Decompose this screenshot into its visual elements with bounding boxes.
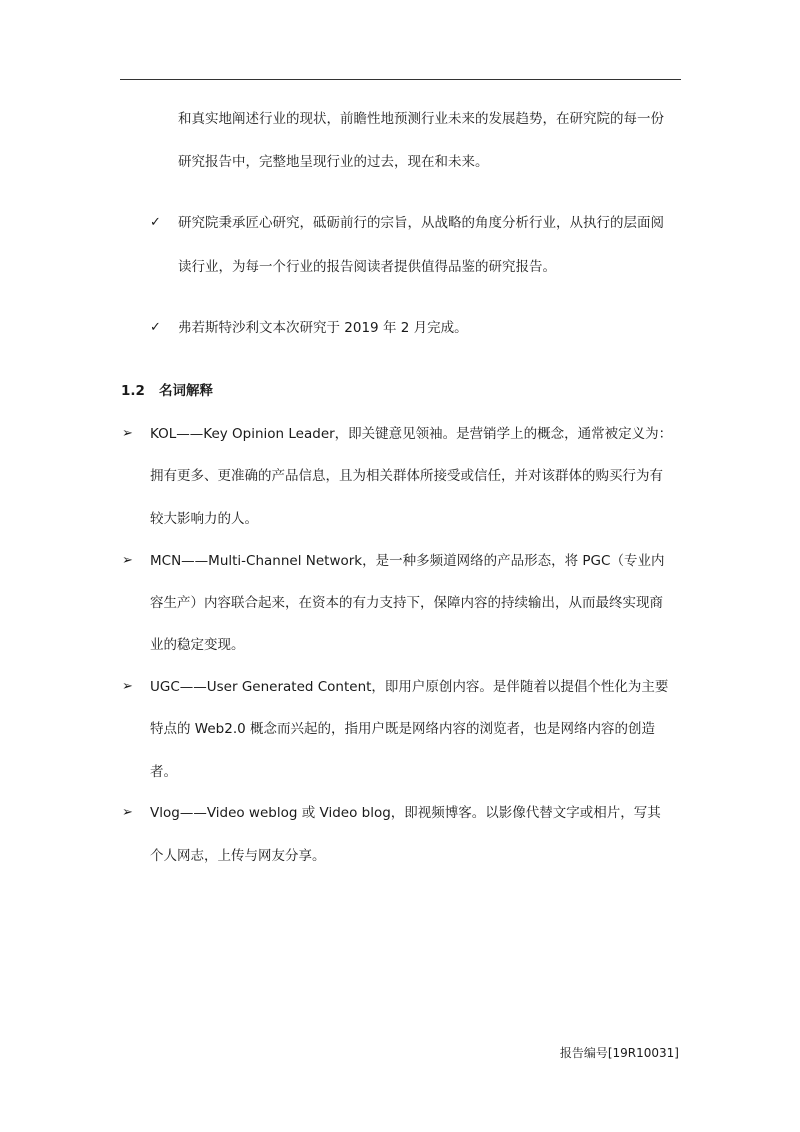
checklist-item-1-line-2: 读行业，为每一个行业的报告阅读者提供值得品鉴的研究报告。 — [178, 259, 556, 275]
checklist-item-1-line-1: 研究院秉承匠心研究，砥砺前行的宗旨，从战略的角度分析行业，从执行的层面阅 — [178, 215, 664, 231]
arrow-bullet-icon: ➢ — [122, 679, 133, 694]
term-kol-line-1: KOL——Key Opinion Leader，即关键意见领袖。是营销学上的概念，通常被定义为： — [150, 426, 673, 442]
header-rule — [120, 79, 681, 80]
section-title: 名词解释 — [159, 383, 213, 399]
checklist-item-2-line-1: 弗若斯特沙利文本次研究于 2019 年 2 月完成。 — [178, 320, 468, 336]
check-icon: ✓ — [150, 215, 161, 230]
arrow-bullet-icon: ➢ — [122, 553, 133, 568]
term-kol-line-3: 较大影响力的人。 — [150, 511, 258, 527]
term-mcn-line-2: 容生产）内容联合起来，在资本的有力支持下，保障内容的持续输出，从而最终实现商 — [150, 595, 663, 611]
report-number: 报告编号[19R10031] — [559, 1046, 679, 1060]
term-ugc-line-1: UGC——User Generated Content，即用户原创内容。是伴随着以提倡个性化为主要 — [150, 679, 669, 695]
arrow-bullet-icon: ➢ — [122, 805, 133, 820]
intro-line-2: 研究报告中，完整地呈现行业的过去，现在和未来。 — [178, 154, 489, 170]
arrow-bullet-icon: ➢ — [122, 426, 133, 441]
check-icon: ✓ — [150, 320, 161, 335]
section-number: 1.2 — [121, 383, 145, 399]
term-mcn-line-3: 业的稳定变现。 — [150, 637, 245, 653]
term-vlog-line-2: 个人网志，上传与网友分享。 — [150, 848, 326, 864]
section-heading — [121, 381, 213, 401]
term-mcn-line-1: MCN——Multi-Channel Network，是一种多频道网络的产品形态，将 PGC（专业内 — [150, 553, 665, 569]
term-ugc-line-3: 者。 — [150, 764, 177, 780]
intro-line-1: 和真实地阐述行业的现状，前瞻性地预测行业未来的发展趋势，在研究院的每一份 — [178, 111, 664, 127]
term-kol-line-2: 拥有更多、更准确的产品信息，且为相关群体所接受或信任，并对该群体的购买行为有 — [150, 468, 663, 484]
term-ugc-line-2: 特点的 Web2.0 概念而兴起的，指用户既是网络内容的浏览者，也是网络内容的创造 — [150, 721, 655, 737]
term-vlog-line-1: Vlog——Video weblog 或 Video blog，即视频博客。以影像代替文字或相片，写其 — [150, 805, 661, 821]
